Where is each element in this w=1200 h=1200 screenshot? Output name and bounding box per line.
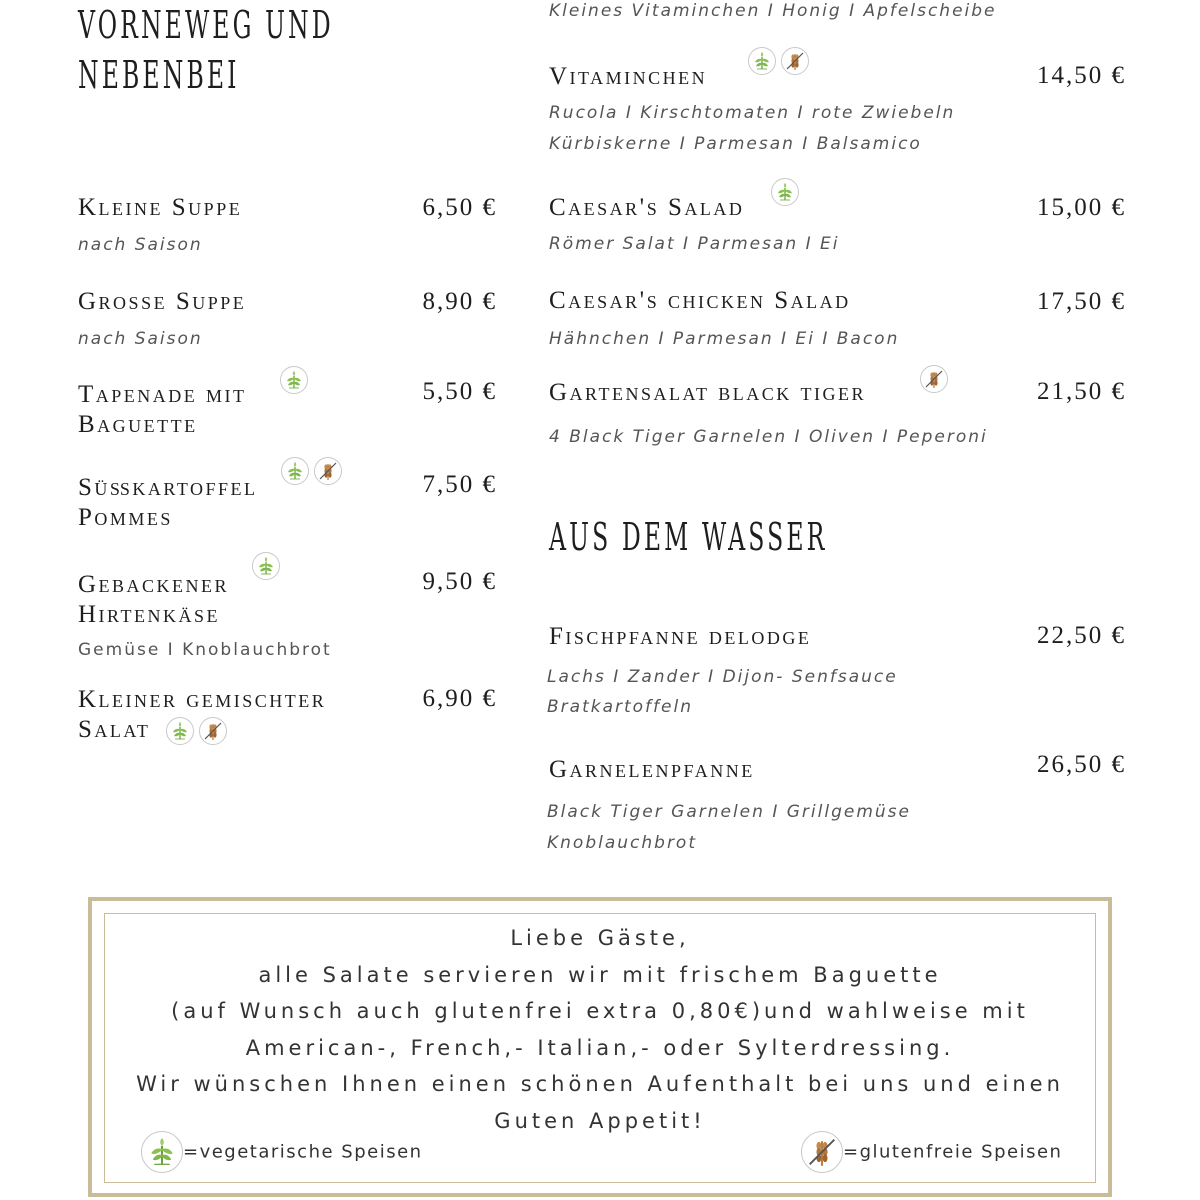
notice-text [110, 920, 1090, 1139]
dish-description: Lachs I Zander I Dijon- Senfsauce [547, 667, 898, 687]
dish-name-line1: Süßkartoffel [78, 474, 258, 501]
dish-description: Gemüse I Knoblauchbrot [78, 640, 332, 660]
dish-name: Vitaminchen [549, 63, 708, 90]
legend-vegetarian [141, 1131, 423, 1173]
legend-gluten-free [801, 1131, 1062, 1173]
dish-description: Hähnchen I Parmesan I Ei I Bacon [549, 329, 900, 349]
dish-price: 9,50 € [422, 568, 497, 595]
dish-name: Caesar's Salad [549, 194, 745, 221]
dish-description: Knoblauchbrot [547, 833, 697, 853]
dish-name: Kleine Suppe [78, 194, 243, 221]
dish-name-line1: Kleiner gemischter [78, 686, 327, 713]
leaf-icon [748, 47, 776, 75]
dish-description: Römer Salat I Parmesan I Ei [549, 234, 840, 254]
crossed-wheat-icon [314, 457, 342, 485]
dish-description: 4 Black Tiger Garnelen I Oliven I Peperoni [549, 427, 988, 447]
dish-name-line2: Pommes [78, 504, 173, 531]
dish-name: Fischpfanne delodge [549, 623, 812, 650]
dish-name: Garnelenpfanne [549, 756, 755, 783]
dish-price: 8,90 € [422, 288, 497, 315]
dish-price: 6,90 € [422, 685, 497, 712]
dish-name: Gartensalat black tiger [549, 379, 866, 406]
dish-name: Caesar's chicken Salad [549, 287, 851, 314]
legend-gluten-free-label: =glutenfreie Speisen [843, 1141, 1063, 1163]
dish-name: Grosse Suppe [78, 288, 247, 315]
notice-line: American-, French,- Italian,- oder Sylterdressing. [245, 1035, 955, 1060]
crossed-wheat-icon [199, 717, 227, 745]
section-title-starters [78, 0, 334, 100]
dish-name-line2: Baguette [78, 411, 198, 438]
dish-price: 14,50 € [1037, 62, 1126, 89]
dish-price: 6,50 € [422, 194, 497, 221]
dish-price: 26,50 € [1037, 751, 1126, 778]
dish-description: Kleines Vitaminchen I Honig I Apfelscheibe [549, 1, 997, 21]
leaf-icon [141, 1131, 183, 1173]
crossed-wheat-icon [781, 47, 809, 75]
dish-name [78, 473, 258, 533]
dish-price: 17,50 € [1037, 288, 1126, 315]
dish-description: Bratkartoffeln [547, 697, 693, 717]
dish-price: 7,50 € [422, 471, 497, 498]
notice-line: Wir wünschen Ihnen einen schönen Aufenthalt bei uns und einen [136, 1072, 1064, 1096]
section-title-seafood: AUS DEM WASSER [549, 515, 828, 559]
dish-name-line2: Hirtenkäse [78, 601, 220, 628]
leaf-icon [252, 552, 280, 580]
legend-vegetarian-label: =vegetarische Speisen [183, 1141, 423, 1163]
notice-line: Guten Appetit! [494, 1108, 706, 1133]
crossed-wheat-icon [920, 365, 948, 393]
dish-name-line1: Gebackener [78, 571, 230, 598]
notice-line: Liebe Gäste, [510, 926, 690, 950]
dish-price: 21,50 € [1037, 378, 1126, 405]
dish-price: 22,50 € [1037, 622, 1126, 649]
section-title-line1: VORNEWEG UND [78, 3, 334, 47]
notice-line: (auf Wunsch auch glutenfrei extra 0,80€)und wahlweise mit [171, 999, 1029, 1023]
dish-description: Black Tiger Garnelen I Grillgemüse [547, 802, 911, 822]
leaf-icon [280, 366, 308, 394]
notice-line: alle Salate servieren wir mit frischem Baguette [258, 962, 942, 987]
dish-price: 15,00 € [1037, 194, 1126, 221]
dish-name [78, 570, 229, 630]
leaf-icon [281, 457, 309, 485]
dish-description: nach Saison [78, 235, 203, 255]
dish-price: 5,50 € [422, 378, 497, 405]
leaf-icon [771, 178, 799, 206]
dish-name-line2: Salat [78, 716, 151, 743]
dish-description: Kürbiskerne I Parmesan I Balsamico [549, 134, 922, 154]
dish-name-line1: Tapenade mit [78, 381, 247, 408]
section-title-line2: NEBENBEI [78, 53, 240, 97]
crossed-wheat-icon [801, 1131, 843, 1173]
dish-name [78, 380, 247, 440]
dish-description: Rucola I Kirschtomaten I rote Zwiebeln [549, 103, 956, 123]
leaf-icon [166, 717, 194, 745]
dish-description: nach Saison [78, 329, 203, 349]
